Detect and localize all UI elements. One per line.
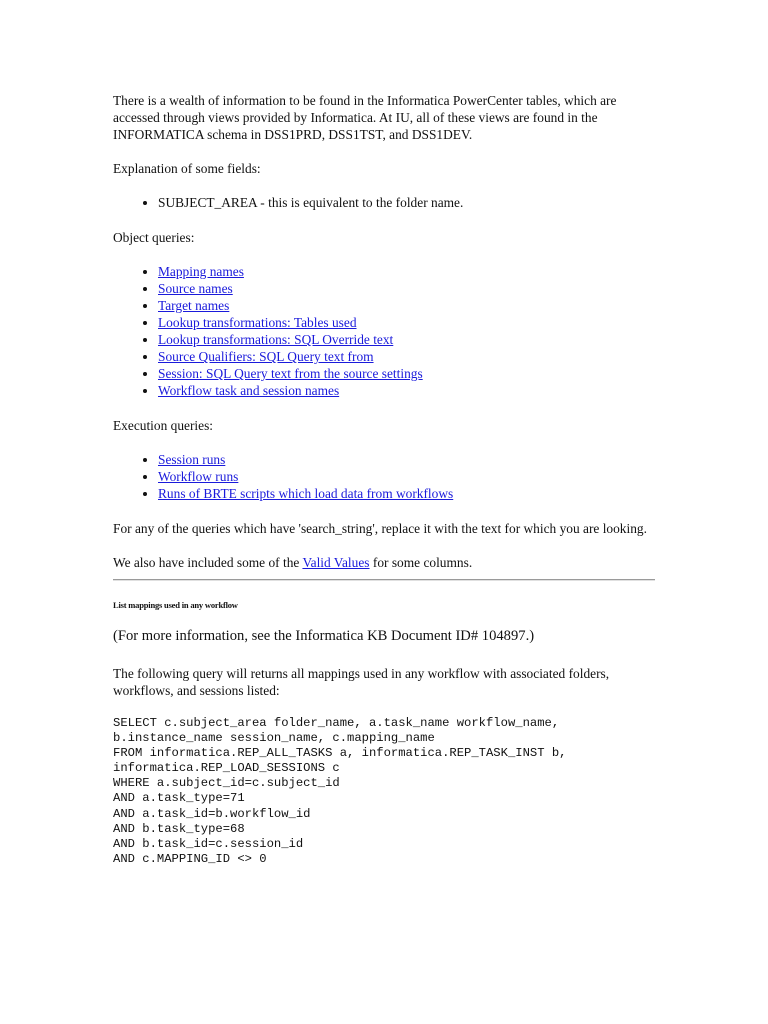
link-lookup-tables-used[interactable]: Lookup transformations: Tables used: [158, 315, 357, 330]
link-lookup-sql-override[interactable]: Lookup transformations: SQL Override text: [158, 332, 394, 347]
link-workflow-task-session-names[interactable]: Workflow task and session names: [158, 383, 340, 398]
list-item: [158, 263, 658, 280]
document-page: [113, 92, 658, 867]
query-intro: The following query will returns all mappings used in any workflow with associated folders, workflows, and sessions listed:: [113, 666, 610, 698]
list-item: [158, 331, 658, 348]
link-valid-values[interactable]: Valid Values: [302, 555, 370, 570]
list-item: [158, 348, 658, 365]
list-item: [158, 451, 658, 468]
link-session-sql-query[interactable]: Session: SQL Query text from the source settings: [158, 366, 423, 381]
fields-heading: Explanation of some fields:: [113, 161, 261, 176]
valid-values-after: for some columns.: [369, 555, 473, 570]
list-item: • SUBJECT_AREA - this is equivalent to the folder name.: [158, 194, 658, 211]
valid-values-paragraph: [113, 554, 658, 571]
section-title: List mappings used in any workflow: [113, 600, 238, 610]
list-item: [158, 382, 658, 399]
search-string-note: For any of the queries which have 'search_string', replace it with the text for which you are looking.: [113, 521, 647, 536]
link-brte-script-runs[interactable]: Runs of BRTE scripts which load data from workflows: [158, 486, 454, 501]
execution-queries-heading: Execution queries:: [113, 418, 214, 433]
list-item: [158, 365, 658, 382]
horizontal-divider: [113, 579, 655, 581]
intro-paragraph: There is a wealth of information to be found in the Informatica PowerCenter tables, which are accessed through views provided by Informatica. At IU, all of these views are found in the INFORMATICA schema in DSS1PRD, DSS1TST, and DSS1DEV.: [113, 93, 617, 142]
list-item: [158, 297, 658, 314]
link-source-qualifiers-sql[interactable]: Source Qualifiers: SQL Query text from: [158, 349, 374, 364]
link-workflow-runs[interactable]: Workflow runs: [158, 469, 239, 484]
link-session-runs[interactable]: Session runs: [158, 452, 226, 467]
list-item: [158, 314, 658, 331]
valid-values-before: We also have included some of the: [113, 555, 303, 570]
link-source-names[interactable]: Source names: [158, 281, 233, 296]
list-item: [158, 468, 658, 485]
kb-note: (For more information, see the Informatica KB Document ID# 104897.): [113, 628, 535, 644]
execution-queries-list: [113, 451, 658, 502]
link-mapping-names[interactable]: Mapping names: [158, 264, 244, 279]
sql-code-block: SELECT c.subject_area folder_name, a.task_name workflow_name, b.instance_name session_name, c.mapping_name FROM informatica.REP_ALL_TASKS a, informatica.REP_TASK_INST b, informatica.REP_LOAD_SESSIONS c WHERE a.subject_id=c.subject_id AND a.task_type=71 AND a.task_id=b.workflow_id AND b.task_type=68 AND b.task_id=c.session_id AND c.MAPPING_ID <> 0: [113, 716, 567, 866]
list-item: [158, 485, 658, 502]
object-queries-list: [113, 263, 658, 399]
object-queries-heading: Object queries:: [113, 230, 195, 245]
link-target-names[interactable]: Target names: [158, 298, 230, 313]
list-item: [158, 280, 658, 297]
fields-list: [113, 194, 658, 211]
